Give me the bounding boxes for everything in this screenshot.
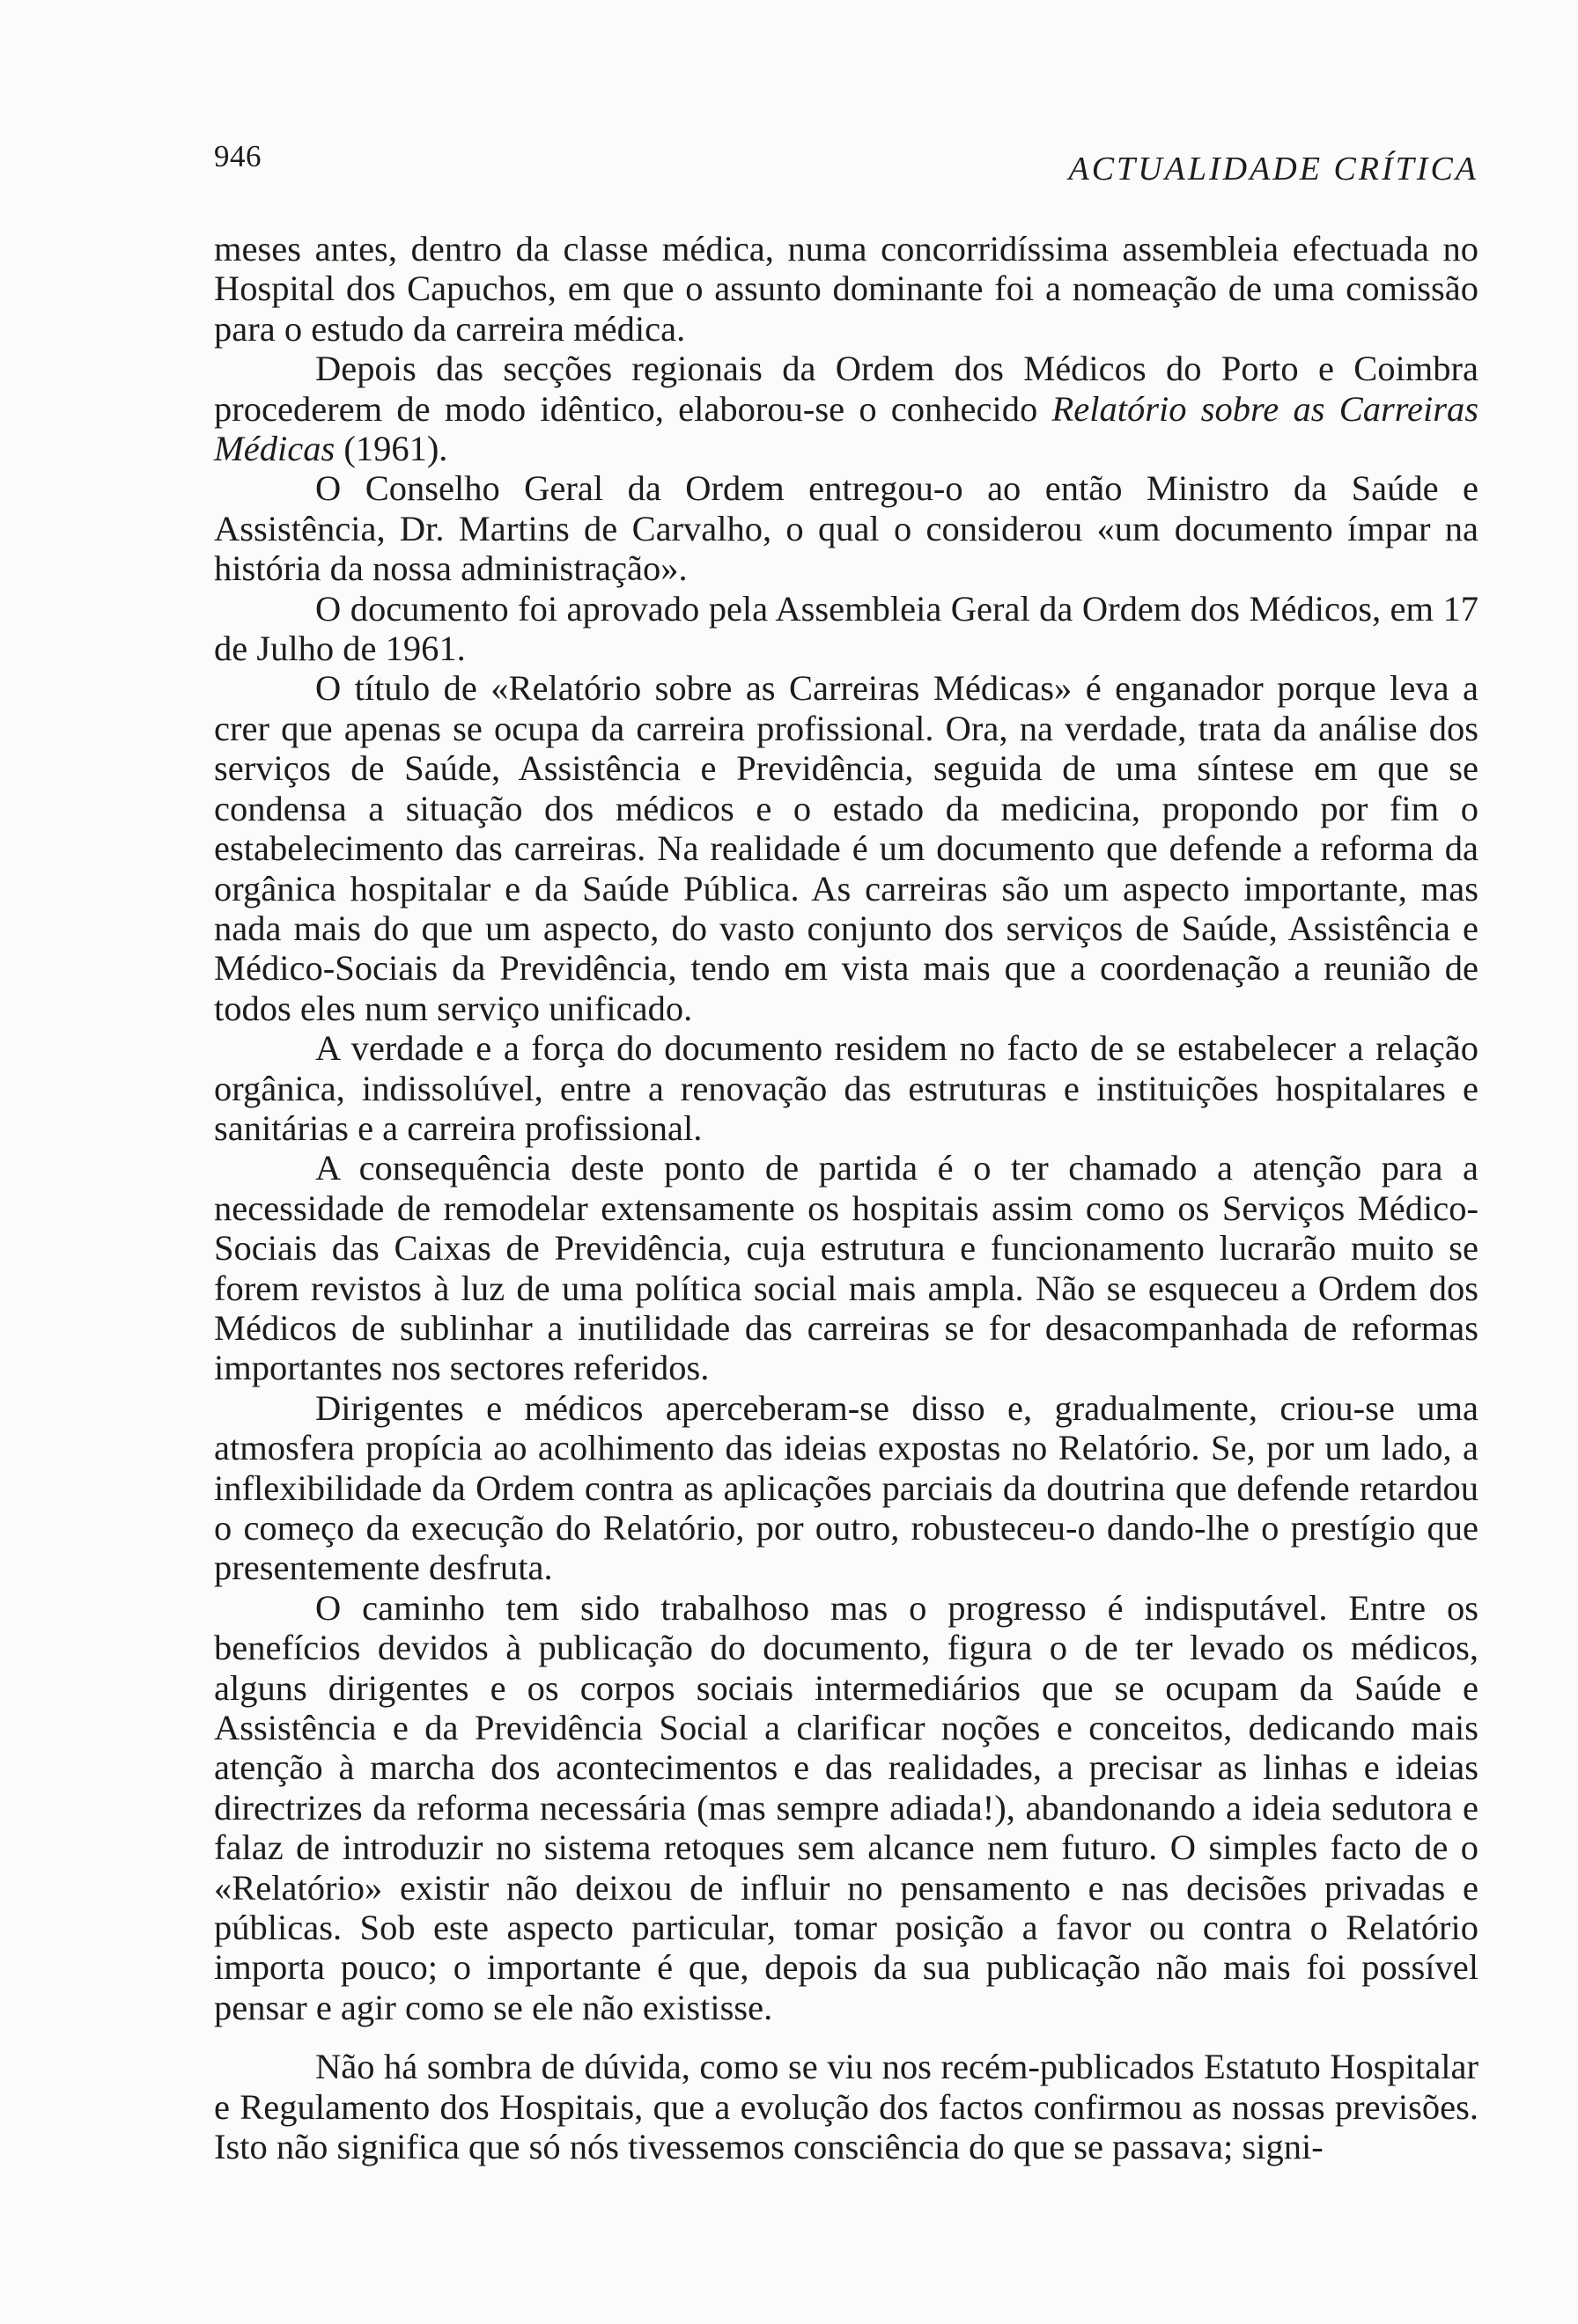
paragraph: O documento foi aprovado pela Assembleia Geral da Ordem dos Médicos, em 17 de Julho de 1961.: [214, 588, 1478, 669]
paragraph: O título de «Relatório sobre as Carreiras Médicas» é enganador porque leva a crer que apenas se ocupa da carreira profissional. Ora, na verdade, trata da análise dos serviços de Saúde, Assistência e Previdência, seguida de uma síntese em que se condensa a situação dos médicos e o estado da medicina, propondo por fim o estabelecimento das carreiras. Na realidade é um documento que defende a reforma da orgânica hospitalar e da Saúde Pública. As carreiras são um aspecto importante, mas nada mais do que um aspecto, do vasto conjunto dos serviços de Saúde, Assistência e Médico-Sociais da Previdência, tendo em vista mais que a coordenação a reunião de todos eles num serviço unificado.: [214, 668, 1478, 1028]
page-number: 946: [214, 139, 262, 173]
paragraph: A verdade e a força do documento residem no facto de se estabelecer a relação orgânica, indissolúvel, entre a renovação das estruturas e instituições hospitalares e sanitárias e a carreira profissional.: [214, 1028, 1478, 1148]
paragraph: Dirigentes e médicos aperceberam-se disso e, gradualmente, criou-se uma atmosfera propícia ao acolhimento das ideias expostas no Relatório. Se, por um lado, a inflexibilidade da Ordem contra as aplicações parciais da doutrina que defende retardou o começo da execução do Relatório, por outro, robusteceu-o dando-lhe o prestígio que presentemente desfruta.: [214, 1387, 1478, 1588]
paragraph: O caminho tem sido trabalhoso mas o progresso é indisputável. Entre os benefícios devidos à publicação do documento, figura o de ter levado os médicos, alguns dirigentes e os corpos sociais intermediários que se ocupam da Saúde e Assistência e da Previdência Social a clarificar noções e conceitos, dedicando mais atenção à marcha dos acontecimentos e das realidades, a precisar as linhas e ideias directrizes da reforma necessária (mas sempre adiada!), abandonando a ideia sedutora e falaz de introduzir no sistema retoques sem alcance nem futuro. O simples facto de o «Relatório» existir não deixou de influir no pensamento e nas decisões privadas e públicas. Sob este aspecto particular, tomar posição a favor ou contra o Relatório importa pouco; o importante é que, depois da sua publicação não mais foi possível pensar e agir como se ele não existisse.: [214, 1587, 1478, 2027]
article-body: [214, 229, 1478, 2167]
paragraph: meses antes, dentro da classe médica, numa concorridíssima assembleia efectuada no Hospital dos Capuchos, em que o assunto dominante foi a nomeação de uma comissão para o estudo da carreira médica.: [214, 229, 1478, 349]
paragraph: [214, 349, 1478, 468]
paragraph: O Conselho Geral da Ordem entregou-o ao então Ministro da Saúde e Assistência, Dr. Martins de Carvalho, o qual o considerou «um documento ímpar na história da nossa administração».: [214, 468, 1478, 589]
paragraph: Não há sombra de dúvida, como se viu nos recém-publicados Estatuto Hospitalar e Regulamento dos Hospitais, que a evolução dos factos confirmou as nossas previsões. Isto não significa que só nós tivessemos consciência do que se passava; signi-: [214, 2047, 1478, 2167]
paragraph: A consequência deste ponto de partida é o ter chamado a atenção para a necessidade de remodelar extensamente os hospitais assim como os Serviços Médico-Sociais das Caixas de Previdência, cuja estrutura e funcionamento lucrarão muito se forem revistos à luz de uma política social mais ampla. Não se esqueceu a Ordem dos Médicos de sublinhar a inutilidade das carreiras se for desacompanhada de reformas importantes nos sectores referidos.: [214, 1148, 1478, 1388]
running-header: ACTUALIDADE CRÍTICA: [1068, 151, 1478, 188]
report-title: Relatório sobre as Carreiras Médicas: [214, 388, 1478, 469]
paragraph-text: (1961).: [335, 429, 448, 469]
paragraph-text: Depois das secções regionais da Ordem dos Médicos do Porto e Coimbra procederem de modo idêntico, elaborou-se o conhecido: [214, 349, 1478, 429]
